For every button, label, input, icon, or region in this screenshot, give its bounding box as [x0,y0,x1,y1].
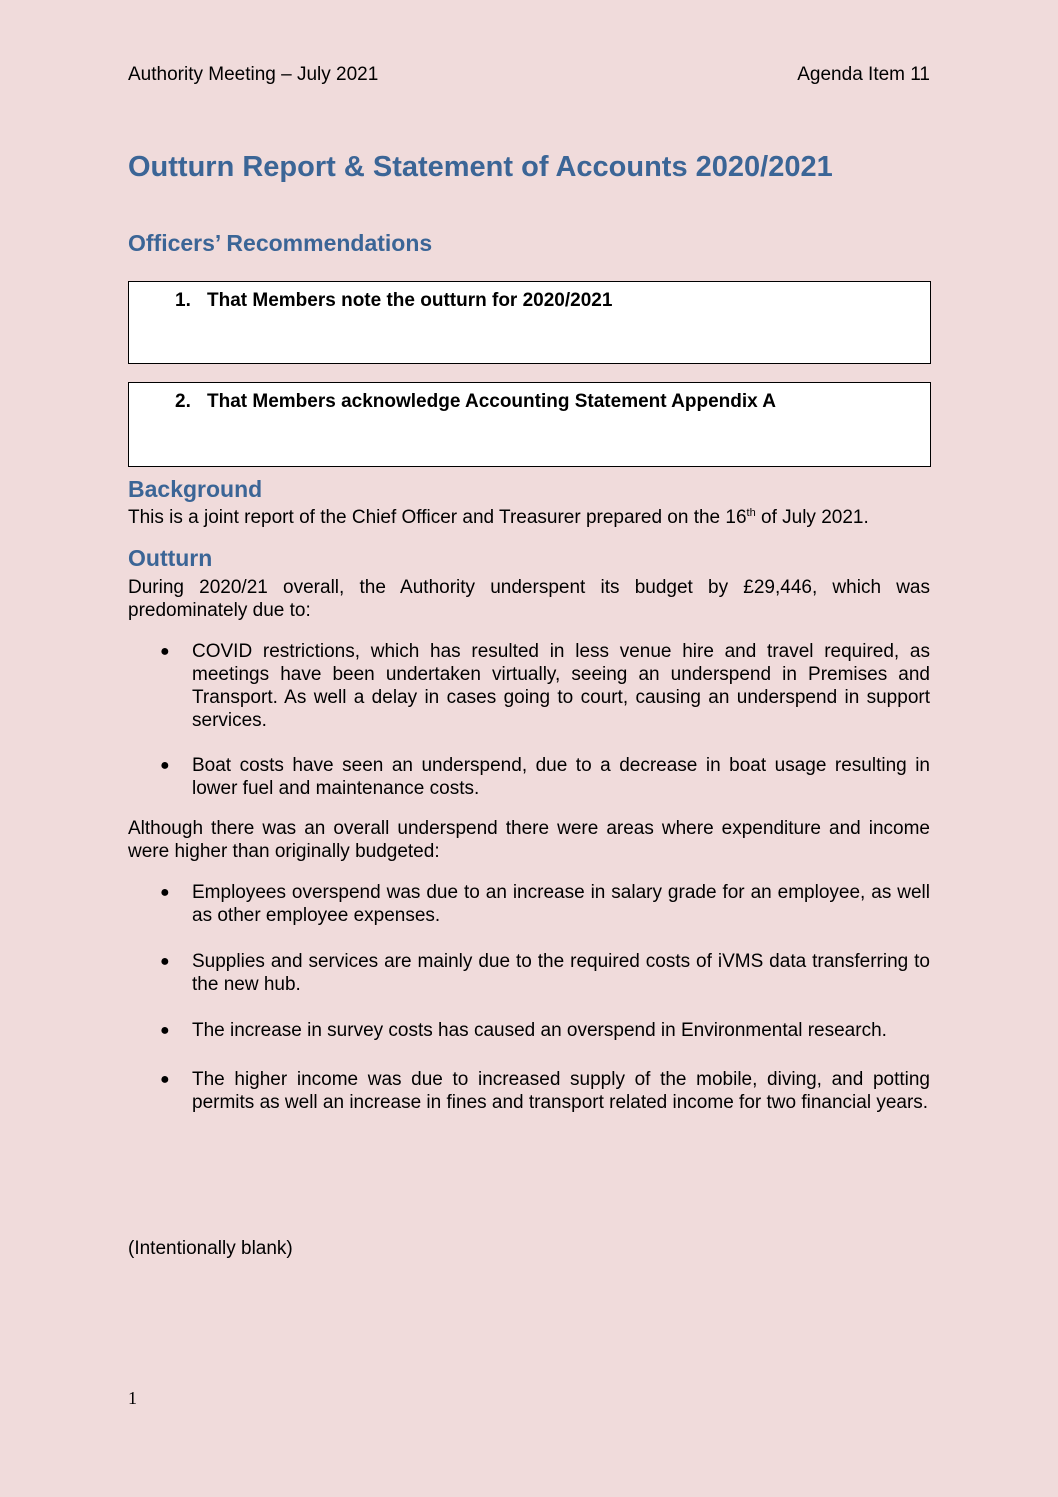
recommendation-item [175,290,612,312]
list-item [128,754,930,800]
list-item-text: Boat costs have seen an underspend, due to a decrease in boat usage resulting in lower fuel and maintenance costs. [192,755,930,799]
outturn-heading: Outturn [128,545,213,571]
outturn-middle-paragraph: Although there was an overall underspend there were areas where expenditure and income were higher than originally budgeted: [128,818,930,862]
bullet-icon: ● [160,953,170,970]
list-item [128,1019,930,1042]
list-item-text: Employees overspend was due to an increase in salary grade for an employee, as well as other employee expenses. [192,882,930,926]
list-item [128,950,930,996]
list-item-text: COVID restrictions, which has resulted in less venue hire and travel required, as meetings have been undertaken virtually, seeing an underspend in Premises and Transport. As well a delay in cases going to court, causing an underspend in support services. [192,641,930,731]
header-meeting: Authority Meeting – July 2021 [128,64,379,85]
bullet-icon: ● [160,643,170,660]
bullet-icon: ● [160,757,170,774]
recommendation-text: That Members note the outturn for 2020/2021 [207,290,613,311]
page-header [128,64,930,86]
date-ordinal-suffix: th [746,507,756,519]
header-agenda-item: Agenda Item 11 [797,64,930,85]
recommendation-box-1 [128,281,931,364]
recommendation-number: 2. [175,391,191,412]
background-paragraph [128,506,930,529]
background-heading: Background [128,476,263,502]
list-item [128,1068,930,1114]
intentionally-blank-note: (Intentionally blank) [128,1238,293,1259]
bullet-icon: ● [160,884,170,901]
recommendation-box-2 [128,382,931,467]
background-text-end: of July 2021. [755,507,869,528]
outturn-intro: During 2020/21 overall, the Authority underspent its budget by £29,446, which was predominately due to: [128,577,930,621]
recommendation-text: That Members acknowledge Accounting Statement Appendix A [207,391,777,412]
background-text-start: This is a joint report of the Chief Officer and Treasurer prepared on the 16 [128,507,747,528]
bullet-icon: ● [160,1022,170,1039]
recommendation-item [175,391,776,413]
recommendation-number: 1. [175,290,191,311]
list-item [128,640,930,732]
recommendations-heading: Officers’ Recommendations [128,230,433,256]
document-title: Outturn Report & Statement of Accounts 2020/2021 [128,151,833,183]
bullet-icon: ● [160,1071,170,1088]
list-item-text: The higher income was due to increased supply of the mobile, diving, and potting permits as well an increase in fines and transport related income for two financial years. [192,1069,930,1113]
list-item-text: Supplies and services are mainly due to the required costs of iVMS data transferring to the new hub. [192,951,930,995]
list-item-text: The increase in survey costs has caused an overspend in Environmental research. [192,1020,887,1041]
list-item [128,881,930,927]
page-number: 1 [128,1388,137,1408]
